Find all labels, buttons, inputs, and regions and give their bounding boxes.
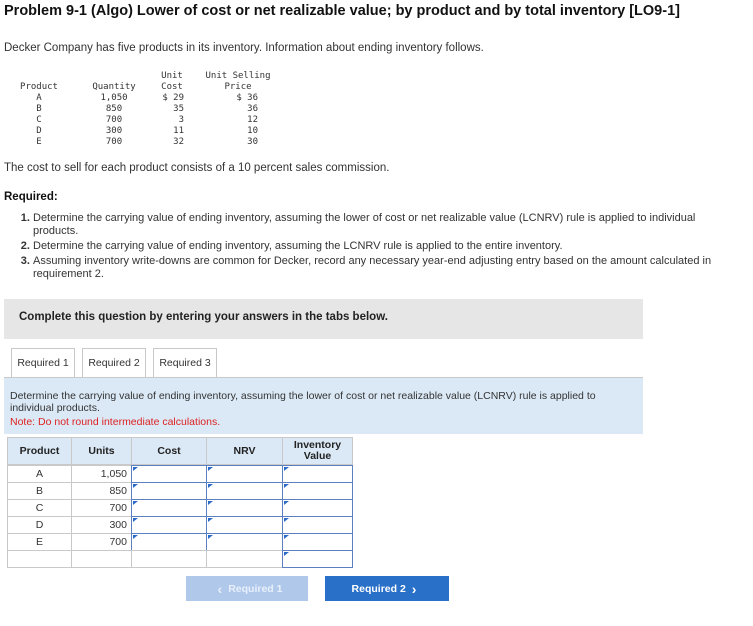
cost-input[interactable] bbox=[131, 465, 207, 483]
grid-units-cell: 700 bbox=[71, 533, 132, 551]
grid-product-cell: A bbox=[7, 465, 72, 483]
inventory-value-input[interactable] bbox=[282, 499, 353, 517]
total-inventory-value-input[interactable] bbox=[282, 550, 353, 568]
inv-quantity: 1,050 bbox=[100, 93, 128, 103]
grid-units-cell: 1,050 bbox=[71, 465, 132, 483]
inv-unit-price: 36 bbox=[247, 104, 258, 114]
inv-header-product: Product bbox=[20, 82, 58, 92]
grid-product-cell: E bbox=[7, 533, 72, 551]
grid-header-cost: Cost bbox=[131, 437, 207, 465]
inv-unit-cost: $ 29 bbox=[162, 93, 184, 103]
inv-product: E bbox=[36, 137, 42, 147]
inventory-value-input[interactable] bbox=[282, 516, 353, 534]
tab-required-3[interactable]: Required 3 bbox=[153, 348, 217, 377]
rounding-note: Note: Do not round intermediate calculations. bbox=[10, 416, 221, 428]
grid-header-inventory-value: Inventory Value bbox=[282, 437, 353, 465]
requirement-item: 1. Determine the carrying value of ending inventory, assuming the lower of cost or net realizable value (LCNRV) rule is applied to individual products. bbox=[33, 212, 723, 238]
chevron-right-icon: › bbox=[411, 580, 417, 597]
inv-unit-price: 10 bbox=[247, 126, 258, 136]
grid-units-cell: 300 bbox=[71, 516, 132, 534]
inv-quantity: 850 bbox=[105, 104, 123, 114]
inv-product: D bbox=[36, 126, 42, 136]
cost-to-sell-text: The cost to sell for each product consists of a 10 percent sales commission. bbox=[4, 162, 390, 174]
grid-total-cost-cell bbox=[131, 550, 207, 568]
inv-unit-price: 30 bbox=[247, 137, 258, 147]
requirement-item: 2. Determine the carrying value of ending inventory, assuming the LCNRV rule is applied to the entire inventory. bbox=[33, 240, 723, 253]
chevron-left-icon: ‹ bbox=[217, 580, 223, 597]
required-heading: Required: bbox=[4, 191, 58, 203]
inv-header-unit-cost-line2: Cost bbox=[161, 82, 183, 92]
nrv-input[interactable] bbox=[206, 516, 283, 534]
intro-text: Decker Company has five products in its inventory. Information about ending inventory follows. bbox=[4, 42, 484, 54]
panel-text: Complete this question by entering your answers in the tabs below. bbox=[19, 311, 388, 323]
prev-button-label: Required 1 bbox=[228, 582, 283, 595]
grid-total-nrv-cell bbox=[206, 550, 283, 568]
requirement-item: 3. Assuming inventory write-downs are common for Decker, record any necessary year-end adjusting entry based on the amount calculated in requirement 2. bbox=[33, 255, 723, 281]
inv-unit-cost: 32 bbox=[173, 137, 184, 147]
cost-input[interactable] bbox=[131, 533, 207, 551]
nrv-input[interactable] bbox=[206, 499, 283, 517]
tab-required-1[interactable]: Required 1 bbox=[11, 348, 75, 377]
grid-header-product: Product bbox=[7, 437, 72, 465]
tab-required-2[interactable]: Required 2 bbox=[82, 348, 146, 377]
next-required-button[interactable] bbox=[325, 576, 449, 601]
inv-unit-price: $ 36 bbox=[236, 93, 258, 103]
next-button-label: Required 2 bbox=[351, 582, 406, 595]
tab-content-header bbox=[4, 377, 643, 434]
inv-unit-cost: 3 bbox=[178, 115, 184, 125]
inv-unit-price: 12 bbox=[247, 115, 258, 125]
inv-product: C bbox=[36, 115, 42, 125]
tab-instruction: Determine the carrying value of ending inventory, assuming the lower of cost or net realizable value (LCNRV) rule is applied to individual products. bbox=[10, 390, 596, 414]
inv-header-quantity: Quantity bbox=[92, 82, 136, 92]
grid-product-cell: D bbox=[7, 516, 72, 534]
grid-header-units: Units bbox=[71, 437, 132, 465]
inv-header-unit-price-line1: Unit Selling bbox=[205, 71, 271, 81]
nrv-input[interactable] bbox=[206, 465, 283, 483]
cost-input[interactable] bbox=[131, 482, 207, 500]
inv-header-unit-cost-line1: Unit bbox=[161, 71, 183, 81]
inv-header-unit-price-line2: Price bbox=[224, 82, 252, 92]
cost-input[interactable] bbox=[131, 499, 207, 517]
requirements-list bbox=[19, 212, 723, 283]
nrv-input[interactable] bbox=[206, 533, 283, 551]
inv-quantity: 700 bbox=[105, 115, 123, 125]
inv-quantity: 300 bbox=[105, 126, 123, 136]
grid-product-cell: C bbox=[7, 499, 72, 517]
problem-title: Problem 9-1 (Algo) Lower of cost or net realizable value; by product and by total inventory [LO9-1] bbox=[4, 3, 680, 19]
grid-units-cell: 850 bbox=[71, 482, 132, 500]
inv-product: B bbox=[36, 104, 42, 114]
inventory-value-input[interactable] bbox=[282, 465, 353, 483]
inv-quantity: 700 bbox=[105, 137, 123, 147]
grid-header-nrv: NRV bbox=[206, 437, 283, 465]
grid-total-label-cell bbox=[7, 550, 72, 568]
inv-unit-cost: 35 bbox=[173, 104, 184, 114]
prev-required-button[interactable] bbox=[186, 576, 308, 601]
grid-product-cell: B bbox=[7, 482, 72, 500]
inventory-value-input[interactable] bbox=[282, 482, 353, 500]
cost-input[interactable] bbox=[131, 516, 207, 534]
inventory-value-input[interactable] bbox=[282, 533, 353, 551]
nrv-input[interactable] bbox=[206, 482, 283, 500]
grid-total-units-cell bbox=[71, 550, 132, 568]
inv-unit-cost: 11 bbox=[173, 126, 184, 136]
inv-product: A bbox=[36, 93, 42, 103]
instructions-panel bbox=[4, 299, 643, 339]
grid-units-cell: 700 bbox=[71, 499, 132, 517]
